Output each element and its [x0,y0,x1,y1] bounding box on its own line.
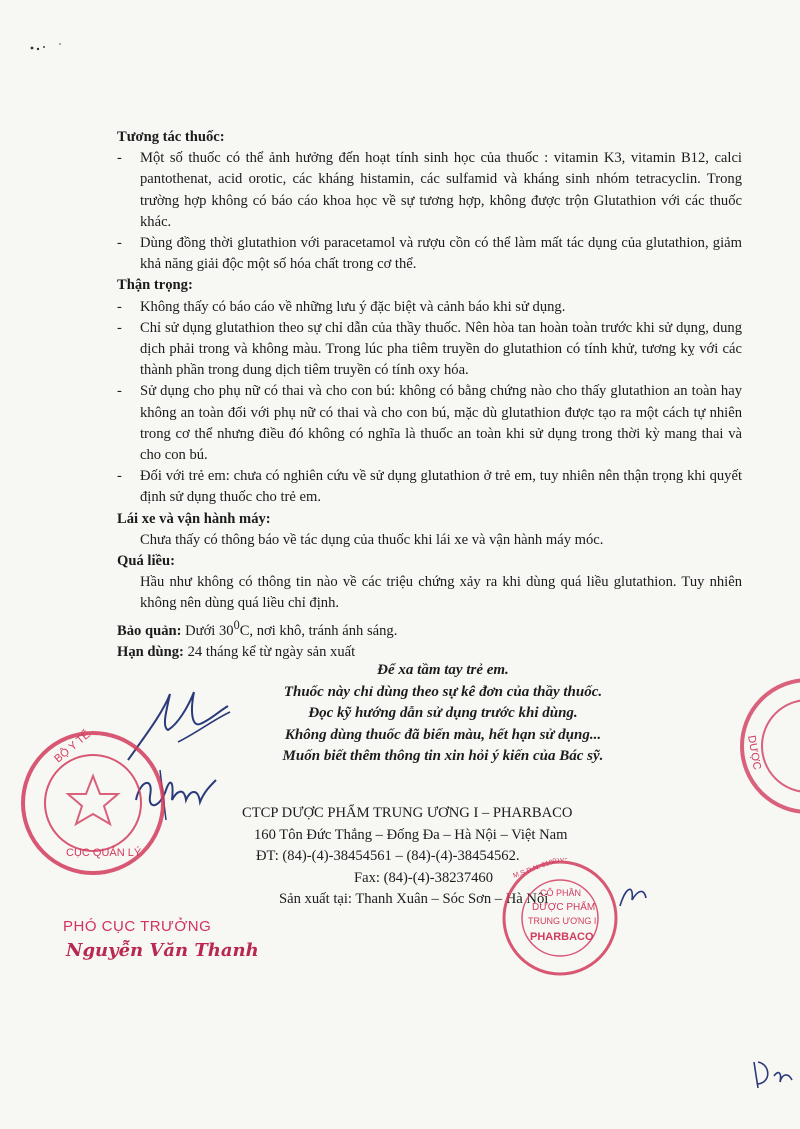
section-interactions [117,127,742,275]
storage-text-after: C, nơi khô, tránh ánh sáng. [239,622,398,639]
precautions-item: - Đối với trẻ em: chưa có nghiên cứu về sử dụng glutathion ở trẻ em, tuy nhiên nên thận trọng khi quyết định sử dụng thuốc cho trẻ em. [117,468,742,506]
svg-text:M.S.D.N: 0100109032: M.S.D.N: 0100109032 [512,858,580,880]
storage-label: Bảo quản: [117,622,182,639]
interactions-title: Tương tác thuốc: [117,129,225,145]
svg-text:DƯỢC: DƯỢC [745,734,763,771]
company-factory: Sản xuất tại: Thanh Xuân – Sóc Sơn – Hà Nội [279,891,549,907]
svg-text:DƯỢC PHẨM: DƯỢC PHẨM [532,902,596,913]
company-address: 160 Tôn Đức Thắng – Đống Đa – Hà Nội – Việt Nam [254,826,568,843]
precautions-item: - Sử dụng cho phụ nữ có thai và cho con bú: không có bằng chứng nào cho thấy glutathion an toàn hay không an toàn đối với phụ nữ có thai và cho con bú, mặc dù glutathion được tạo ra một cách tự nhiên trong cơ thể nhưng điều đó không có nghĩa là thuốc an toàn khi sử dụng trong thời kỳ mang thai và cho con bú. [117,383,742,464]
interactions-item: - Dùng đồng thời glutathion với paracetamol và rượu cồn có thể làm mất tác dụng của glutathion, giảm khả năng giải độc một số hóa chất trong cơ thể. [117,235,742,273]
precautions-title: Thận trọng: [117,277,193,294]
company-name: CTCP DƯỢC PHẨM TRUNG ƯƠNG I – PHARBACO [242,805,573,821]
overdose-text: Hầu như không có thông tin nào về các triệu chứng xảy ra khi dùng quá liều glutathion. Tuy nhiên không nên dùng quá liều chỉ định. [140,574,742,612]
edge-seal-fragment [718,676,800,816]
precautions-item-text: Sử dụng cho phụ nữ có thai và cho con bú: không có bằng chứng nào cho thấy glutathion an toàn hay không an toàn đối với phụ nữ có thai và cho con bú, mặc dù glutathion được tạo ra một cách tự nhiên trong cơ thể nhưng điều đó không có nghĩa là thuốc an toàn khi sử dụng trong thời kỳ mang thai và cho con bú. [140,383,742,464]
precautions-item-text: Chỉ sử dụng glutathion theo sự chỉ dẫn của thầy thuốc. Nên hòa tan hoàn toàn trước khi sử dụng, dung dịch phải trong và không màu. Trong lúc pha tiêm truyền do glutathion có tính khử, tương kỵ với các thành phần trong dung dịch tiêm truyền có tính oxy hóa. [140,319,742,379]
signer-name: Nguyễn Văn Thanh [66,940,259,961]
expiry-text: 24 tháng kể từ ngày sản xuất [187,643,356,660]
warning-line: Không dùng thuốc đã biến màu, hết hạn sử dụng... [284,726,602,743]
leaflet-body [117,127,742,663]
signer-title: PHÓ CỤC TRƯỞNG [63,918,212,935]
precautions-item-text: Đối với trẻ em: chưa có nghiên cứu về sử dụng glutathion ở trẻ em, tuy nhiên nên thận trọng khi quyết định sử dụng thuốc cho trẻ em. [140,468,742,506]
svg-text:PHARBACO: PHARBACO [530,931,594,943]
scan-specks [28,40,68,54]
company-fax: Fax: (84)-(4)-38237460 [354,869,494,886]
driving-title: Lái xe và vận hành máy: [117,510,271,527]
svg-text:TRUNG ƯƠNG I: TRUNG ƯƠNG I [528,916,597,926]
section-precautions [117,275,742,508]
driving-text: Chưa thấy có thông báo về tác dụng của thuốc khi lái xe và vận hành máy móc. [140,531,604,548]
expiry-label: Hạn dùng: [117,643,184,660]
warning-line: Đọc kỹ hướng dẫn sử dụng trước khi dùng. [308,705,578,721]
interactions-item-text: Một số thuốc có thể ảnh hưởng đến hoạt tính sinh học của thuốc : vitamin K3, vitamin B12, calci pantothenat, acid orotic, các kháng histamin, các sulfamid và kháng sinh nhóm tetracyclin. Trong trường hợp không có báo cáo khoa học về sự tương hợp, không được trộn Glutathion với các thuốc khác. [140,150,742,230]
warning-line: Thuốc này chỉ dùng theo sự kê đơn của thầy thuốc. [283,683,603,700]
precautions-item: - Chỉ sử dụng glutathion theo sự chỉ dẫn của thầy thuốc. Nên hòa tan hoàn toàn trước khi sử dụng, dung dịch phải trong và không màu. Trong lúc pha tiêm truyền do glutathion có tính khử, tương kỵ với các thành phần trong dung dịch tiêm truyền có tính oxy hóa. [117,319,742,379]
interactions-item: - Một số thuốc có thể ảnh hưởng đến hoạt tính sinh học của thuốc : vitamin K3, vitamin B12, calci pantothenat, acid orotic, các kháng histamin, các sulfamid và kháng sinh nhóm tetracyclin. Trong trường hợp không có báo cáo khoa học về sự tương hợp, không được trộn Glutathion với các thuốc khác. [117,150,742,230]
svg-text:CỤC QUẢN LÝ: CỤC QUẢN LÝ [66,847,142,859]
warning-line: Để xa tầm tay trẻ em. [377,662,509,678]
company-phone: ĐT: (84)-(4)-38454561 – (84)-(4)-38454562. [256,848,520,864]
interactions-item-text: Dùng đồng thời glutathion với paracetamol và rượu cồn có thể làm mất tác dụng của glutathion, giảm khả năng giải độc một số hóa chất trong cơ thể. [140,235,742,273]
page-initial-mark [748,1054,798,1094]
warning-notes [248,660,638,768]
svg-text:BỘ Y TẾ: BỘ Y TẾ [52,728,93,766]
storage-superscript: 0 [233,617,240,632]
storage-text-before: Dưới 30 [185,622,234,639]
overdose-title: Quá liều: [117,553,175,570]
warning-line: Muốn biết thêm thông tin xin hỏi ý kiến của Bác sỹ. [282,748,604,764]
svg-text:CÔ PHẦN: CÔ PHẦN [540,888,582,898]
initial-mark [612,876,652,916]
precautions-item: - Không thấy có báo cáo về những lưu ý đặc biệt và cảnh báo khi sử dụng. [117,298,566,315]
section-overdose [117,551,742,615]
section-driving [117,509,742,551]
precautions-item-text: Không thấy có báo cáo về những lưu ý đặc biệt và cảnh báo khi sử dụng. [140,298,566,315]
section-storage [117,615,742,642]
official-seal-left [18,728,168,878]
company-seal [500,858,620,978]
